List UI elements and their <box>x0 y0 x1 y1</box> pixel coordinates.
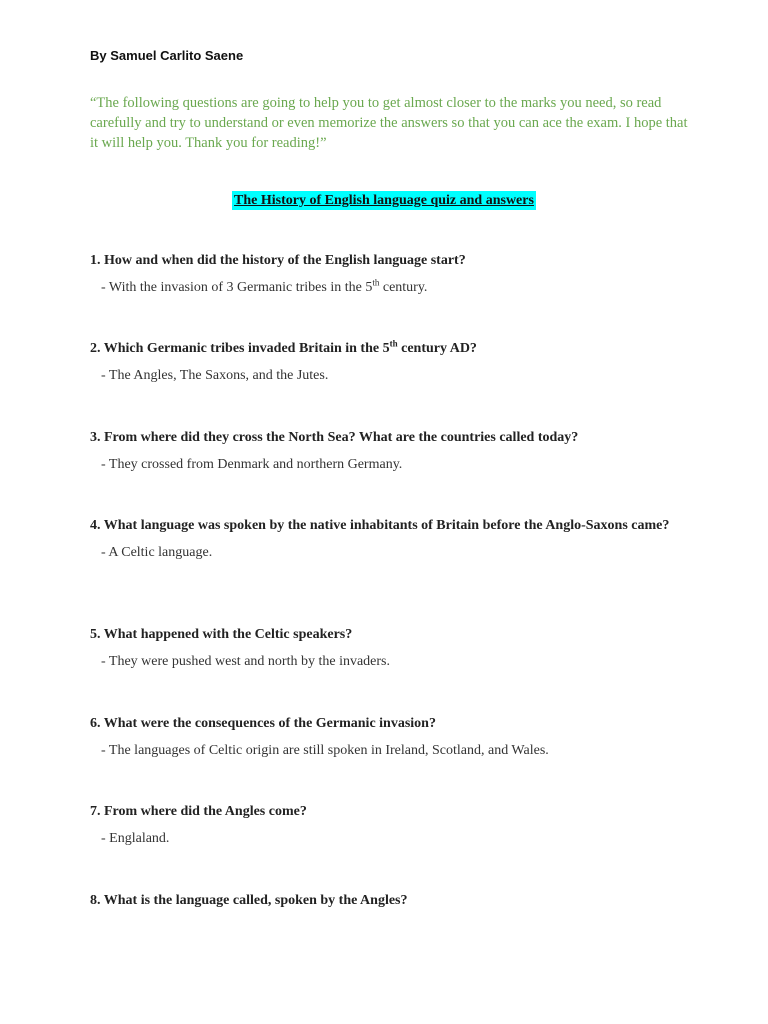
qa-item-8 <box>90 891 690 911</box>
answer-2: - The Angles, The Saxons, and the Jutes. <box>101 368 329 383</box>
answer-1 <box>101 279 690 297</box>
author-line: By Samuel Carlito Saene <box>90 48 244 63</box>
answer-1-text: - With the invasion of 3 Germanic tribes in the 5 <box>101 280 373 295</box>
document-title: The History of English language quiz and answers <box>234 193 534 208</box>
answer-1-text-end: century. <box>379 280 428 295</box>
qa-item-4 <box>90 516 690 562</box>
intro-quote <box>90 93 690 153</box>
question-6: 6. What were the consequences of the Germanic invasion? <box>90 716 436 731</box>
question-8: 8. What is the language called, spoken by the Angles? <box>90 893 408 908</box>
question-7: 7. From where did the Angles come? <box>90 804 307 819</box>
qa-item-3 <box>90 428 690 474</box>
title-wrap <box>0 191 768 210</box>
answer-5: - They were pushed west and north by the invaders. <box>101 654 390 669</box>
question-2-text: 2. Which Germanic tribes invaded Britain in the 5 <box>90 341 390 356</box>
question-2-superscript: th <box>389 338 398 349</box>
question-1: 1. How and when did the history of the English language start? <box>90 253 466 268</box>
question-2 <box>90 339 690 359</box>
question-3: 3. From where did they cross the North Sea? What are the countries called today? <box>90 430 579 445</box>
qa-item-6 <box>90 714 690 760</box>
question-2-text-end: century AD? <box>397 341 477 356</box>
answer-4: - A Celtic language. <box>101 545 213 560</box>
answer-6: - The languages of Celtic origin are still spoken in Ireland, Scotland, and Wales. <box>101 743 549 758</box>
qa-item-2 <box>90 339 690 385</box>
qa-item-7 <box>90 802 690 848</box>
qa-item-1 <box>90 251 690 297</box>
qa-item-5 <box>90 625 690 671</box>
question-4: 4. What language was spoken by the native inhabitants of Britain before the Anglo-Saxons came? <box>90 518 670 533</box>
intro-text: “The following questions are going to help you to get almost closer to the marks you need, so read carefully and try to understand or even memorize the answers so that you can ace the exam. I hope that it will help you. Thank you for reading!” <box>90 95 688 151</box>
answer-1-superscript: th <box>372 277 380 288</box>
answer-7: - Englaland. <box>101 831 170 846</box>
question-5: 5. What happened with the Celtic speakers? <box>90 627 353 642</box>
answer-3: - They crossed from Denmark and northern Germany. <box>101 457 403 472</box>
